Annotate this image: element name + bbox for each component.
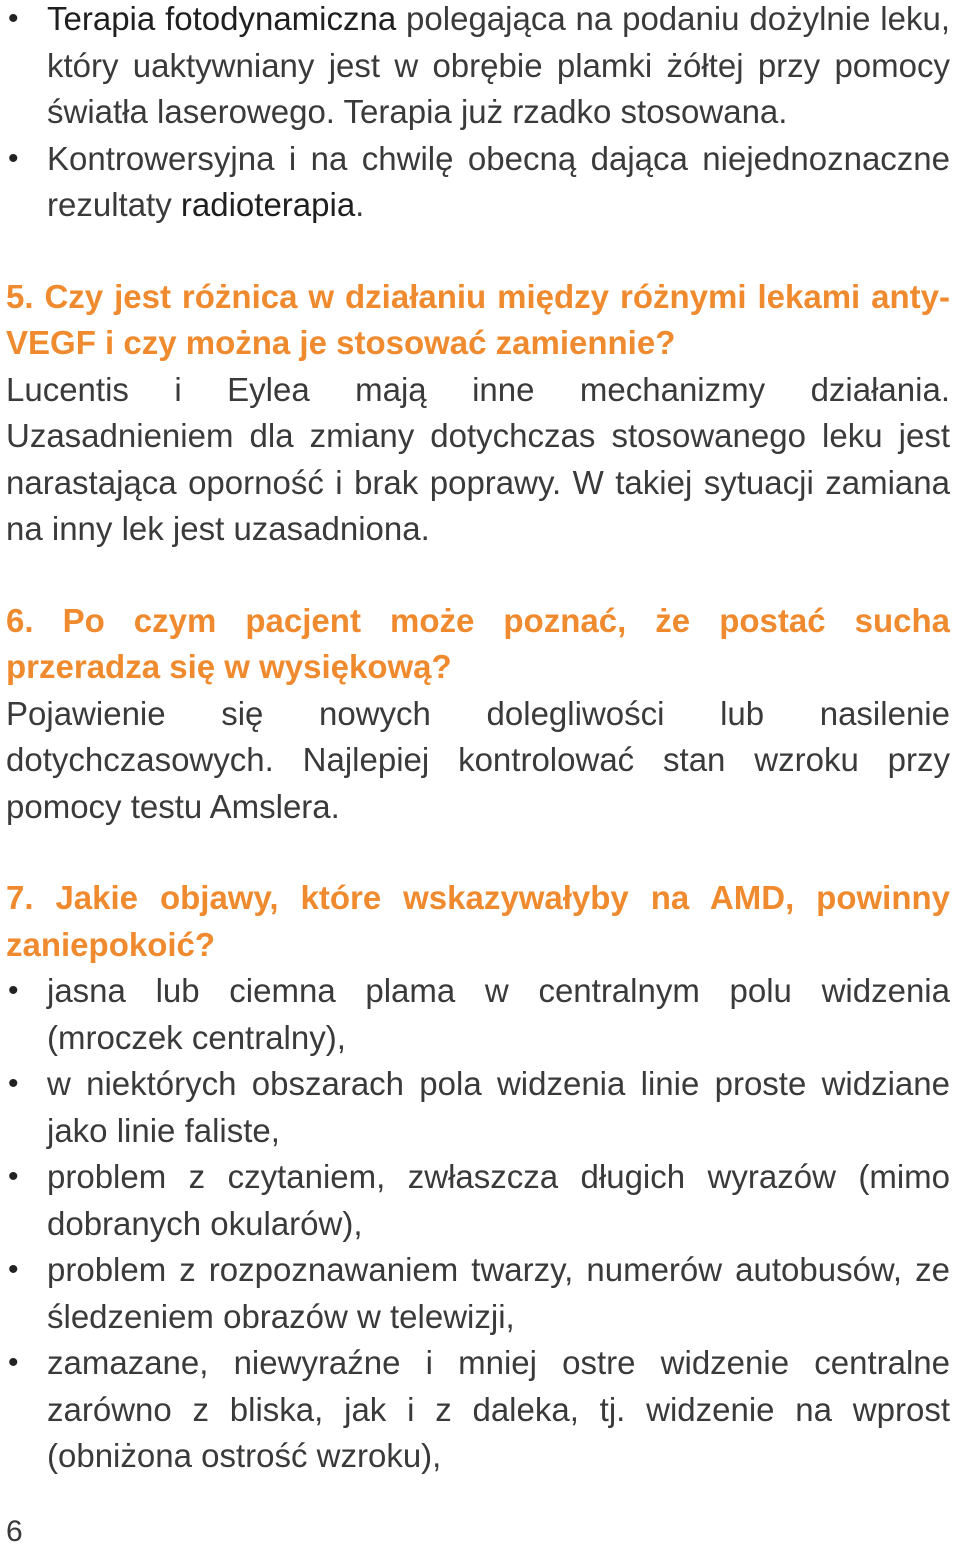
question-heading: 6. Po czym pacjent może poznać, że postać sucha przeradza się w wysiękową? — [6, 601, 950, 685]
symptom-text: w niektórych obszarach pola widzenia linie proste widziane jako linie faliste, — [47, 1065, 950, 1149]
list-item — [6, 0, 950, 136]
bullet-glyph: • — [8, 141, 19, 175]
question-section-7 — [6, 875, 950, 1480]
answer-text: Pojawienie się nowych dolegliwości lub nasilenie dotychczasowych. Najlepiej kontrolować stan wzroku przy pomocy testu Amslera. — [6, 694, 950, 825]
list-item — [6, 1061, 950, 1154]
bullet-glyph: • — [8, 1346, 19, 1379]
question-section-5 — [6, 274, 950, 553]
list-item — [6, 968, 950, 1061]
bullet-glyph: • — [8, 1253, 19, 1286]
page-number: 6 — [6, 1515, 23, 1548]
page-content — [6, 0, 950, 1480]
treatment-bullet-list — [6, 0, 950, 229]
bullet-glyph: • — [8, 974, 19, 1007]
symptom-bullet-list — [6, 968, 950, 1480]
treatment-description: polegająca na podaniu dożylnie leku, który uaktywniany jest w obrębie plamki żółtej przy pomocy światła laserowego. Terapia już rzadko stosowana. — [47, 0, 951, 130]
bullet-glyph: • — [8, 2, 19, 35]
bullet-glyph: • — [8, 1160, 19, 1193]
symptom-text: problem z czytaniem, zwłaszcza długich wyrazów (mimo dobranych okularów), — [47, 1158, 950, 1242]
list-item — [6, 1340, 950, 1480]
bullet-glyph: • — [8, 1067, 19, 1100]
treatment-name: Terapia fotodynamiczna — [47, 0, 397, 37]
symptom-text: problem z rozpoznawaniem twarzy, numerów autobusów, ze śledzeniem obrazów w telewizji, — [47, 1251, 950, 1335]
list-item — [6, 1154, 950, 1247]
question-heading: 7. Jakie objawy, które wskazywałyby na AMD, powinny zaniepokoić? — [6, 879, 950, 963]
treatment-description: Kontrowersyjna i na chwilę obecną dająca niejednoznaczne rezultaty — [47, 139, 950, 223]
question-heading: 5. Czy jest różnica w działaniu między różnymi lekami anty-VEGF i czy można je stosować zamiennie? — [6, 277, 950, 361]
list-item — [6, 136, 950, 229]
symptom-text: zamazane, niewyraźne i mniej ostre widzenie centralne zarówno z bliska, jak i z daleka, tj. widzenie na wprost (obniżona ostrość wzroku), — [47, 1344, 950, 1474]
answer-text: Lucentis i Eylea mają inne mechanizmy działania. Uzasadnieniem dla zmiany dotychczas stosowanego leku jest narastająca oporność i brak poprawy. W takiej sytuacji zamiana na inny lek jest uzasadniona. — [6, 370, 950, 547]
question-section-6 — [6, 598, 950, 831]
treatment-name: radioterapia — [180, 186, 356, 223]
list-item — [6, 1247, 950, 1340]
symptom-text: jasna lub ciemna plama w centralnym polu widzenia (mroczek centralny), — [47, 972, 950, 1056]
treatment-description-end: . — [355, 186, 365, 223]
